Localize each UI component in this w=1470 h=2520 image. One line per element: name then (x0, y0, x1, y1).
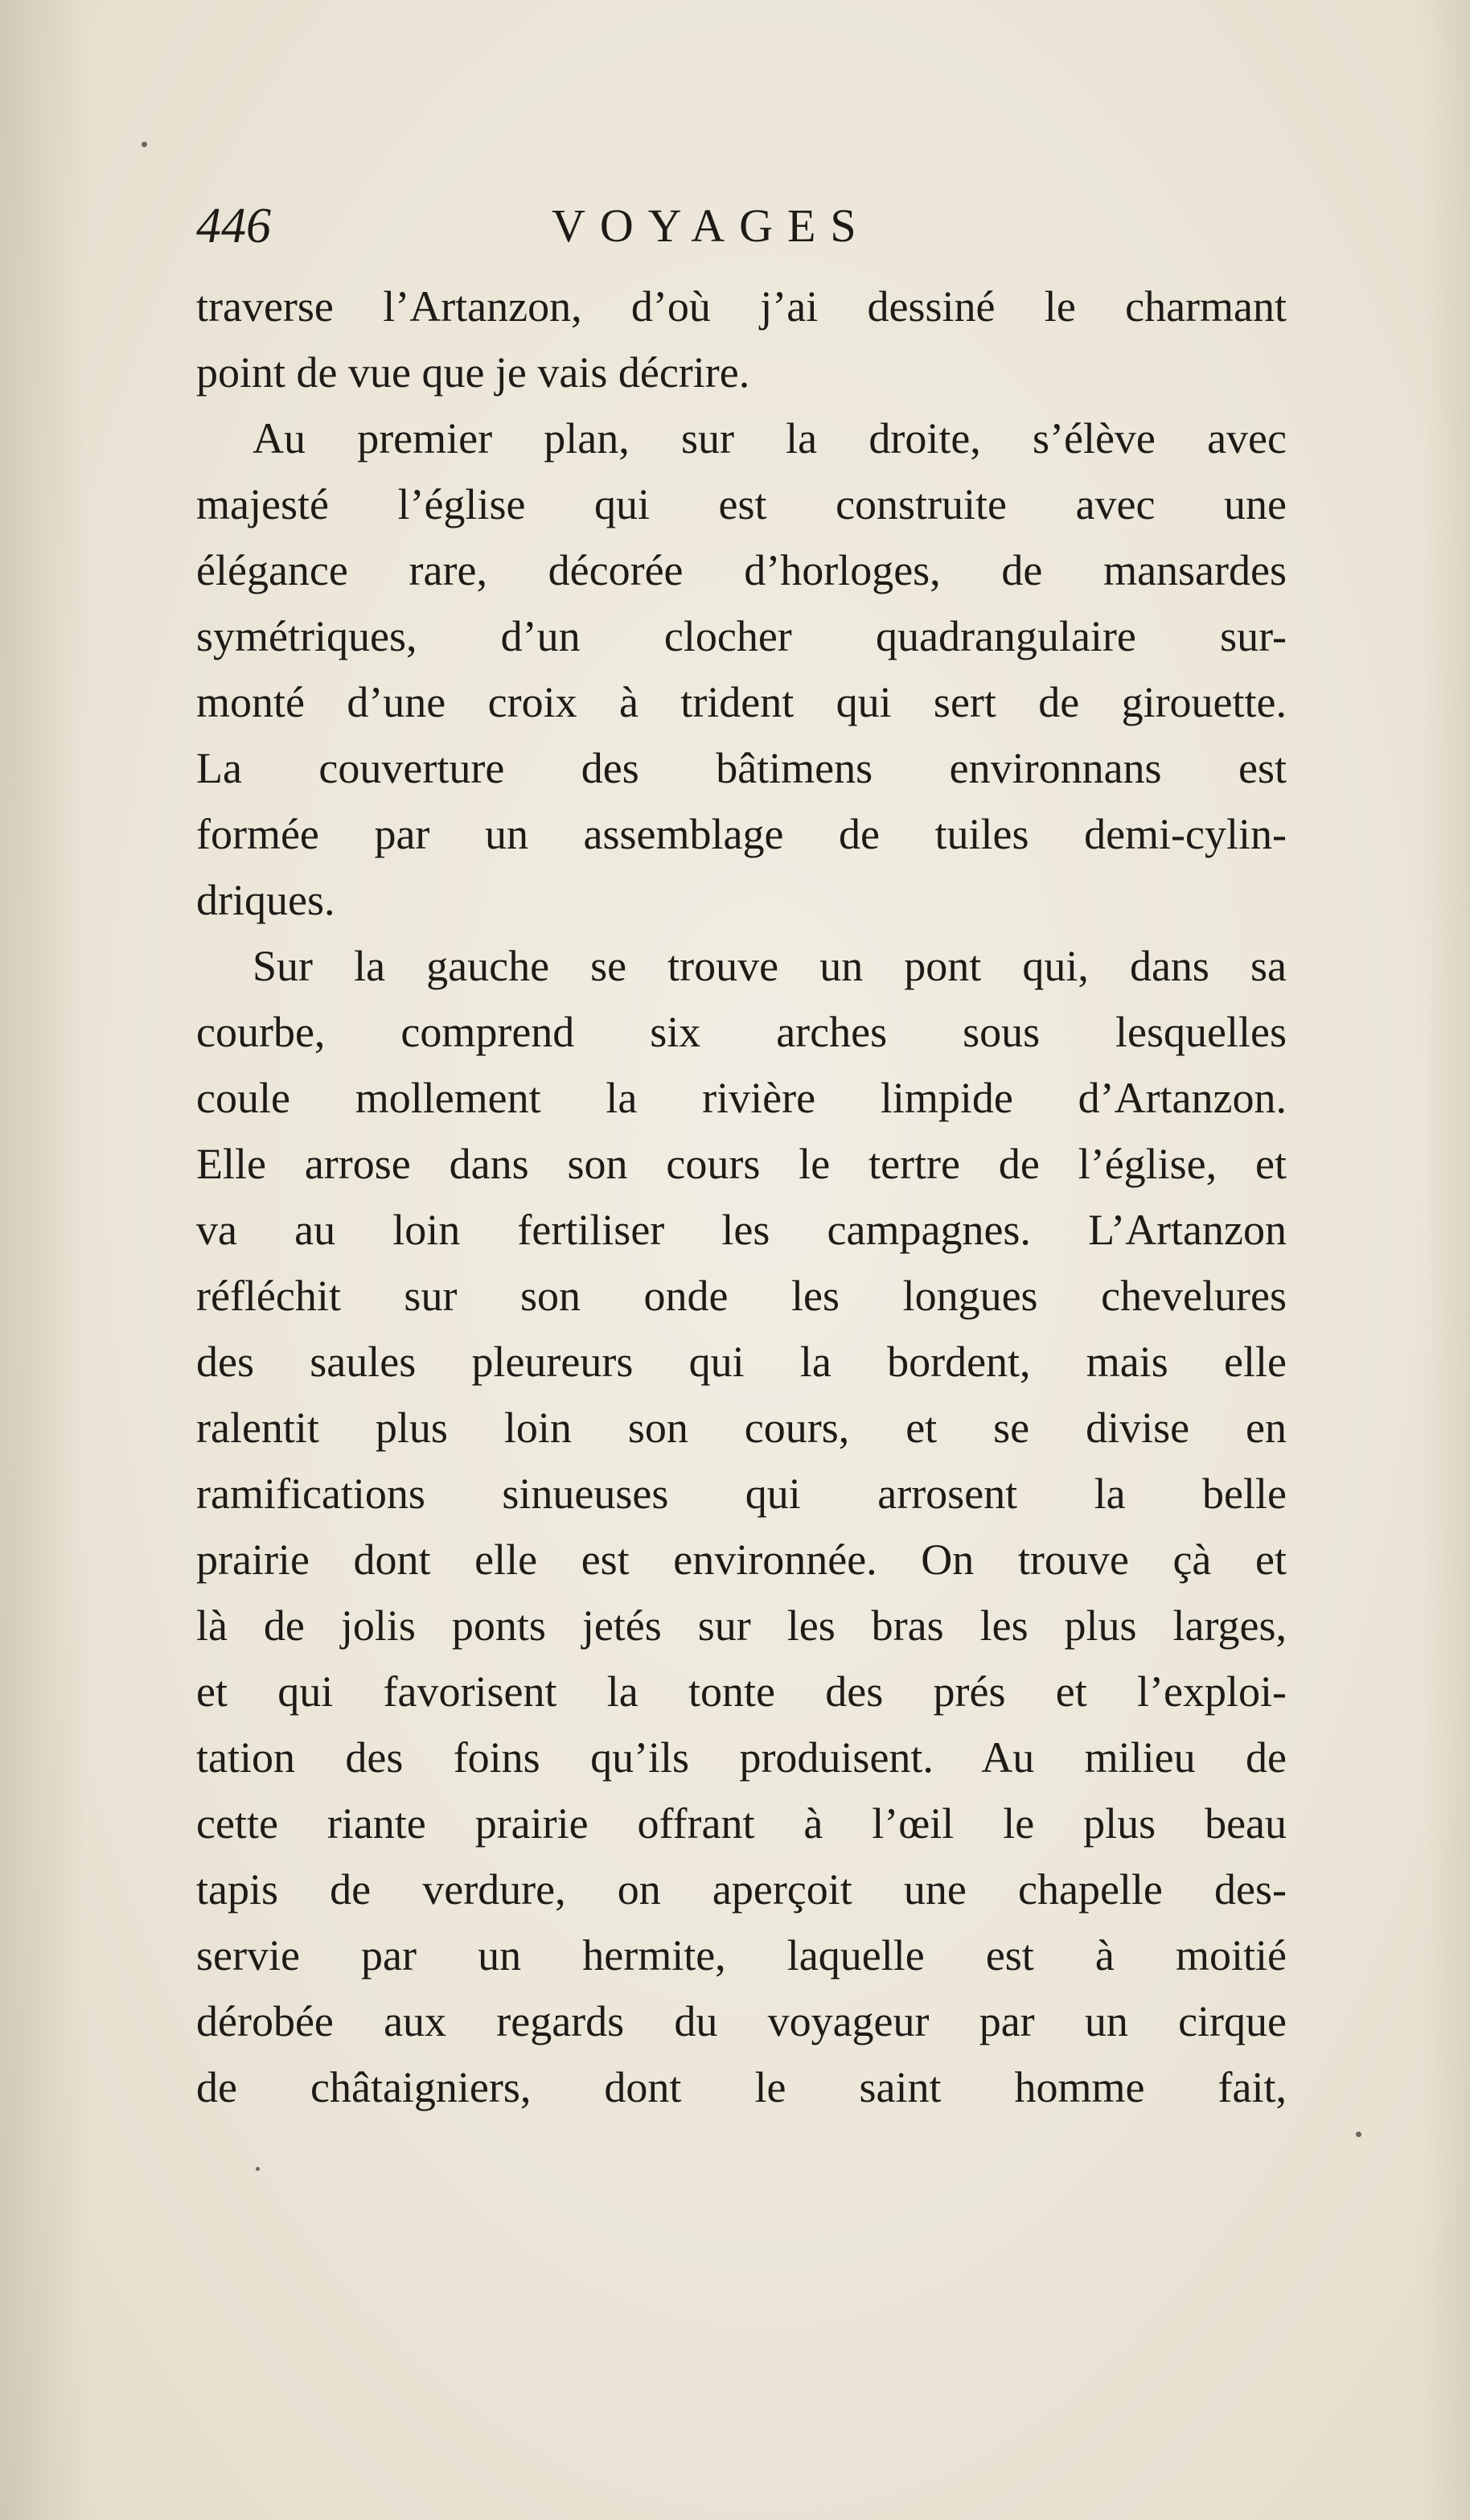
text-line: servie par un hermite, laquelle est à moitié (196, 1931, 1287, 1979)
text-line: là de jolis ponts jetés sur les bras les plus larges, (196, 1601, 1287, 1650)
text-line: élégance rare, décorée d’horloges, de mansardes (196, 546, 1287, 594)
edge-shadow (1422, 0, 1470, 2520)
text-line: Au premier plan, sur la droite, s’élève avec (253, 414, 1287, 462)
text-line: tation des foins qu’ils produisent. Au milieu de (196, 1733, 1287, 1782)
text-line: ralentit plus loin son cours, et se divise en (196, 1404, 1287, 1452)
body-text (196, 273, 1287, 2120)
text-line: formée par un assemblage de tuiles demi-cylin- (196, 810, 1287, 858)
paper-speck (142, 142, 147, 147)
text-line: courbe, comprend six arches sous lesquelles (196, 1008, 1287, 1056)
text-line: Sur la gauche se trouve un pont qui, dans sa (253, 942, 1287, 990)
text-line: ramifications sinueuses qui arrosent la belle (196, 1470, 1287, 1518)
page-number: 446 (196, 199, 271, 253)
text-line: tapis de verdure, on aperçoit une chapelle des- (196, 1865, 1287, 1914)
spine-shadow (0, 0, 88, 2520)
text-line: cette riante prairie offrant à l’œil le plus beau (196, 1799, 1287, 1848)
paper-speck (1356, 2132, 1361, 2137)
text-line: et qui favorisent la tonte des prés et l’exploi- (196, 1667, 1287, 1716)
text-line: réfléchit sur son onde les longues chevelures (196, 1272, 1287, 1320)
text-line: symétriques, d’un clocher quadrangulaire sur- (196, 612, 1287, 660)
text-line: prairie dont elle est environnée. On trouve çà et (196, 1535, 1287, 1584)
text-line: monté d’une croix à trident qui sert de girouette. (196, 678, 1287, 726)
text-line: dérobée aux regards du voyageur par un cirque (196, 1997, 1287, 2045)
text-line: de châtaigniers, dont le saint homme fait, (196, 2063, 1287, 2111)
page-header (196, 190, 1287, 262)
text-line: coule mollement la rivière limpide d’Artanzon. (196, 1074, 1287, 1122)
text-line: majesté l’église qui est construite avec une (196, 480, 1287, 528)
text-line: driques. (196, 876, 335, 924)
text-line: La couverture des bâtimens environnans est (196, 744, 1287, 792)
running-head: VOYAGES (552, 199, 871, 252)
paper-speck (256, 2167, 260, 2171)
text-line: des saules pleureurs qui la bordent, mais elle (196, 1338, 1287, 1386)
text-line: va au loin fertiliser les campagnes. L’Artanzon (196, 1206, 1287, 1254)
text-line: traverse l’Artanzon, d’où j’ai dessiné le charmant (196, 282, 1287, 331)
text-line: point de vue que je vais décrire. (196, 348, 750, 397)
text-line: Elle arrose dans son cours le tertre de l’église, et (196, 1140, 1287, 1188)
